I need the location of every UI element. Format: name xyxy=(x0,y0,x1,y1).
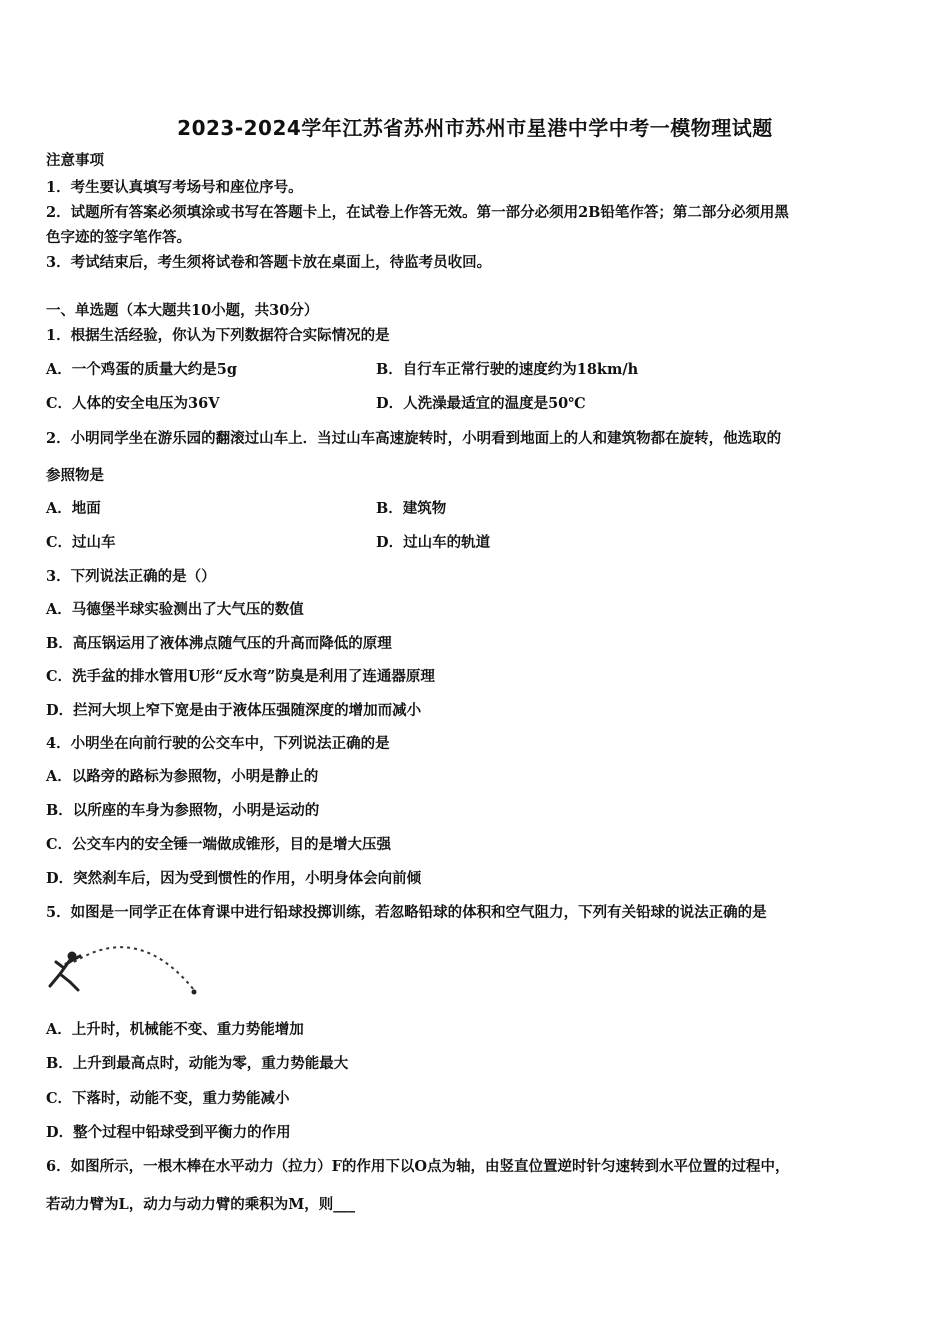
question-1-stem: 1．根据生活经验，你认为下列数据符合实际情况的是 xyxy=(46,327,390,344)
question-6-stem-cont: 若动力臂为L，动力与动力臂的乘积为M，则___ xyxy=(46,1196,355,1213)
question-1-option-b: B．自行车正常行驶的速度约为18km/h xyxy=(376,361,639,378)
question-5-stem: 5．如图是一同学正在体育课中进行铅球投掷训练，若忽略铅球的体积和空气阻力，下列有关铅球的说法正确的是 xyxy=(46,904,767,921)
question-6-stem: 6．如图所示，一根木棒在水平动力（拉力）F的作用下以O点为轴，由竖直位置逆时针匀速转到水平位置的过程中， xyxy=(46,1158,790,1175)
shot-put-figure xyxy=(44,932,204,998)
section-heading: 一、单选题（本大题共10小题，共30分） xyxy=(46,302,319,319)
shot-ball-icon xyxy=(192,990,197,995)
question-1-option-c: C．人体的安全电压为36V xyxy=(46,395,220,412)
notice-heading: 注意事项 xyxy=(46,152,104,169)
question-1-option-a: A．一个鸡蛋的质量大约是5g xyxy=(46,361,237,378)
question-3-option-c: C．洗手盆的排水管用U形“反水弯”防臭是利用了连通器原理 xyxy=(46,668,435,685)
notice-item-3: 3．考试结束后，考生须将试卷和答题卡放在桌面上，待监考员收回。 xyxy=(46,254,492,271)
question-2-option-c: C．过山车 xyxy=(46,534,116,551)
page-title: 2023-2024学年江苏省苏州市苏州市星港中学中考一模物理试题 xyxy=(177,116,773,140)
question-4-option-b: B．以所座的车身为参照物，小明是运动的 xyxy=(46,802,320,819)
question-4-option-d: D．突然刹车后，因为受到惯性的作用，小明身体会向前倾 xyxy=(46,870,422,887)
notice-item-2: 2．试题所有答案必须填涂或书写在答题卡上，在试卷上作答无效。第一部分必须用2B铅笔作答；第二部分必须用黑 xyxy=(46,204,789,221)
question-3-option-b: B．高压锅运用了液体沸点随气压的升高而降低的原理 xyxy=(46,635,392,652)
question-2-option-a: A．地面 xyxy=(46,500,101,517)
question-4-stem: 4．小明坐在向前行驶的公交车中，下列说法正确的是 xyxy=(46,735,390,752)
question-5-option-c: C．下落时，动能不变，重力势能减小 xyxy=(46,1090,290,1107)
question-1-option-d: D．人洗澡最适宜的温度是50℃ xyxy=(376,395,586,412)
question-5-option-b: B．上升到最高点时，动能为零，重力势能最大 xyxy=(46,1055,349,1072)
question-3-option-d: D．拦河大坝上窄下宽是由于液体压强随深度的增加而减小 xyxy=(46,702,422,719)
question-2-option-b: B．建筑物 xyxy=(376,500,447,517)
question-4-option-a: A．以路旁的路标为参照物，小明是静止的 xyxy=(46,768,319,785)
trajectory-path xyxy=(74,947,194,990)
notice-item-2-cont: 色字迹的签字笔作答。 xyxy=(46,229,191,246)
notice-item-1: 1．考生要认真填写考场号和座位序号。 xyxy=(46,179,303,196)
question-3-stem: 3．下列说法正确的是（） xyxy=(46,568,216,585)
question-4-option-c: C．公交车内的安全锤一端做成锥形，目的是增大压强 xyxy=(46,836,392,853)
thrower-icon xyxy=(50,953,80,990)
question-3-option-a: A．马德堡半球实验测出了大气压的数值 xyxy=(46,601,304,618)
question-5-option-d: D．整个过程中铅球受到平衡力的作用 xyxy=(46,1124,291,1141)
question-5-option-a: A．上升时，机械能不变、重力势能增加 xyxy=(46,1021,304,1038)
question-2-option-d: D．过山车的轨道 xyxy=(376,534,491,551)
question-2-stem-cont: 参照物是 xyxy=(46,467,104,484)
question-2-stem: 2．小明同学坐在游乐园的翻滚过山车上．当过山车高速旋转时，小明看到地面上的人和建筑物都在旋转，他选取的 xyxy=(46,430,782,447)
